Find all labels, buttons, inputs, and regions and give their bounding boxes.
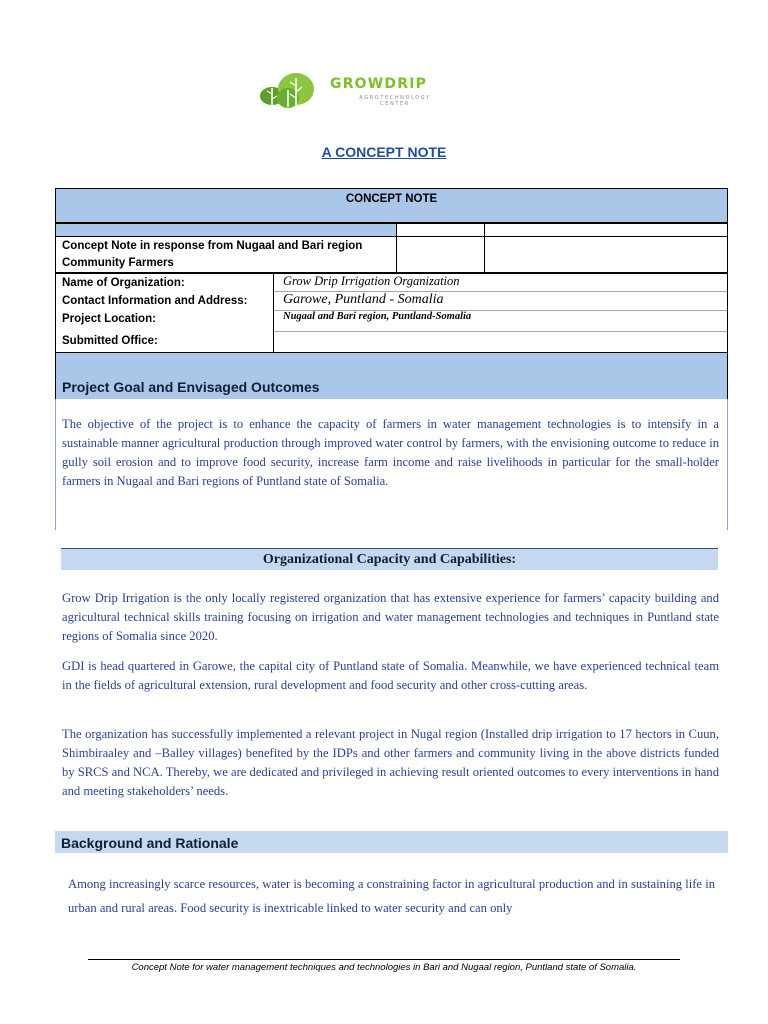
response-label: Concept Note in response from Nugaal and Bari region Community Farmers — [62, 240, 363, 269]
page-footer: Concept Note for water management techniques and technologies in Bari and Nugaal region, Puntland state of Somalia. — [131, 962, 637, 973]
submitted-office-label: Submitted Office: — [62, 335, 158, 347]
goal-heading-row — [55, 353, 728, 399]
capacity-heading: Organizational Capacity and Capabilities: — [61, 548, 718, 570]
table-spacer-row — [55, 223, 728, 237]
org-name-value: Grow Drip Irrigation Organization — [283, 274, 460, 288]
goal-heading: Project Goal and Envisaged Outcomes — [62, 379, 320, 395]
table-header-title: CONCEPT NOTE — [345, 193, 438, 205]
logo-wordmark: GROWDRIP — [330, 76, 428, 92]
contact-value: Garowe, Puntland - Somalia — [283, 292, 444, 307]
location-value: Nugaal and Bari region, Puntland-Somalia — [283, 311, 472, 322]
contact-label: Contact Information and Address: — [62, 295, 248, 307]
capacity-paragraph-3: The organization has successfully implemented a relevant project in Nugal region (Installed drip irrigation to 17 hectors in Cuun, Shimbiraaley and –Balley villages) benefited by the IDPs and other farmers and community living in the above districts funded by SRCS and NCA. Thereby, we are dedicated and privileged in achieving result oriented outcomes to every interventions in hand and meeting stakeholders’ needs. — [62, 727, 719, 798]
location-label: Project Location: — [62, 313, 156, 325]
organization-logo — [258, 72, 498, 112]
org-name-label: Name of Organization: — [62, 277, 185, 289]
table-response-row — [55, 236, 728, 273]
goal-paragraph: The objective of the project is to enhance the capacity of farmers in water management technologies is to intensify in a sustainable manner agricultural production through improved water control by farmers, with the envisioning outcome to reduce in gully soil erosion and to improve food security, increase farm income and raise livelihoods in particular for the small-holder farmers in Nugaal and Bari regions of Puntland state of Somalia. — [62, 417, 719, 488]
footer-rule — [88, 959, 680, 960]
document-title: A CONCEPT NOTE — [321, 144, 447, 160]
capacity-paragraph-1: Grow Drip Irrigation is the only locally registered organization that has extensive experience for farmers’ capacity building and agricultural technical skills training focusing on irrigation and water management technologies and techniques in Puntland state regions of Somalia since 2020. — [62, 591, 719, 643]
logo-tagline: AGROTECHNOLOGY CENTER — [359, 95, 431, 107]
table-header-row — [55, 188, 728, 223]
background-heading: Background and Rationale — [55, 831, 728, 853]
table-fields — [55, 273, 728, 353]
capacity-paragraph-2: GDI is head quartered in Garowe, the capital city of Puntland state of Somalia. Meanwhile, we have experienced technical team in the fields of agricultural extension, rural development and food security and other cross-cutting areas. — [62, 659, 719, 692]
background-paragraph: Among increasingly scarce resources, water is becoming a constraining factor in agricultural production and in sustaining life in urban and rural areas. Food security is inextricable linked to water security and can only — [68, 877, 715, 915]
leaf-logo-icon — [258, 72, 328, 112]
